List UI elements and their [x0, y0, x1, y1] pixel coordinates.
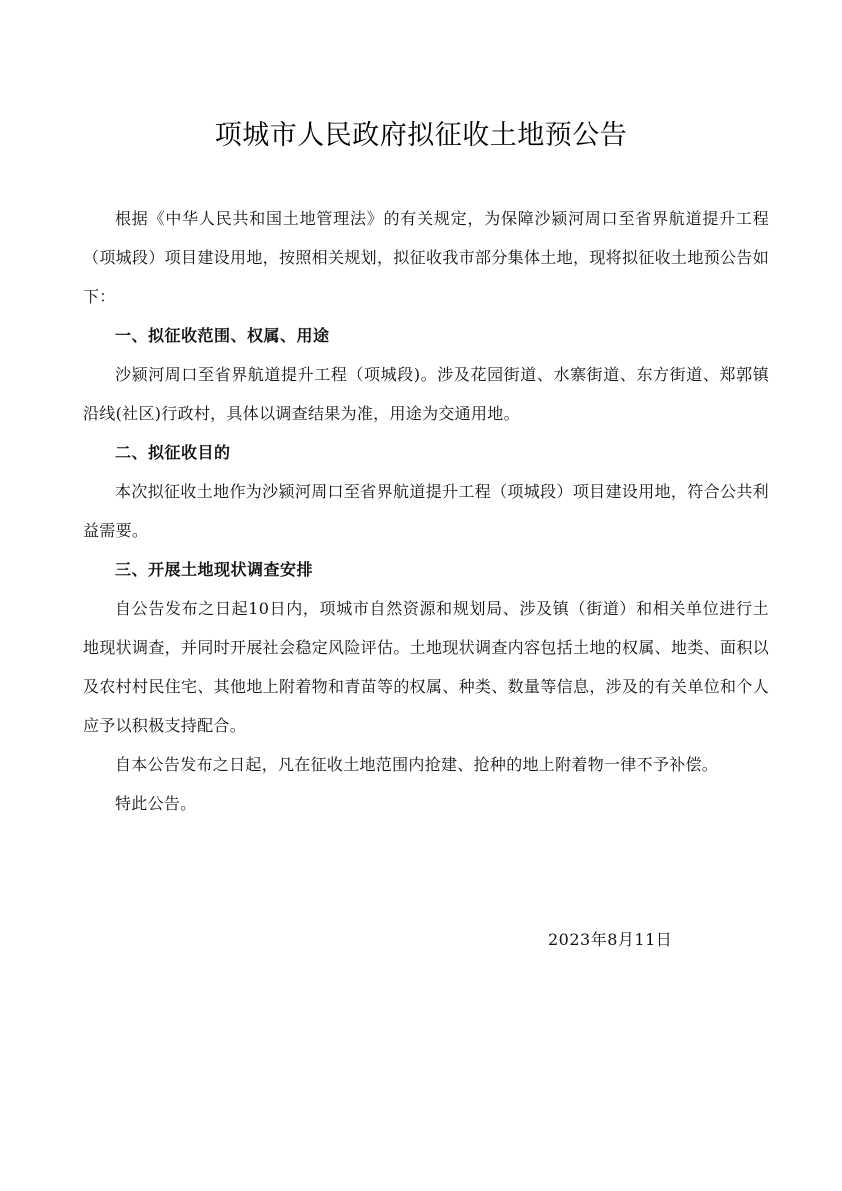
section-2-heading: 二、拟征收目的	[115, 443, 231, 462]
section-1-heading: 一、拟征收范围、权属、用途	[115, 326, 330, 345]
section-1-paragraph: 沙颍河周口至省界航道提升工程（项城段)。涉及花园街道、水寨街道、东方街道、郑郭镇沿线(社区)行政村，具体以调查结果为准，用途为交通用地。	[83, 365, 769, 423]
closing-statement: 特此公告。	[115, 794, 197, 813]
document-body	[83, 199, 769, 823]
section-3-paragraph: 自公告发布之日起10日内，项城市自然资源和规划局、涉及镇（街道）和相关单位进行土地现状调查，并同时开展社会稳定风险评估。土地现状调查内容包括土地的权属、地类、面积以及农村村民住宅、其他地上附着物和青苗等的权属、种类、数量等信息，涉及的有关单位和个人应予以积极支持配合。	[83, 599, 769, 735]
document-date: 2023年8月11日	[548, 930, 673, 949]
section-3-heading: 三、开展土地现状调查安排	[115, 560, 314, 579]
document-title: 项城市人民政府拟征收土地预公告	[214, 120, 628, 151]
intro-paragraph: 根据《中华人民共和国土地管理法》的有关规定，为保障沙颍河周口至省界航道提升工程（项城段）项目建设用地，按照相关规划，拟征收我市部分集体土地，现将拟征收土地预公告如下：	[83, 209, 769, 306]
section-2-paragraph: 本次拟征收土地作为沙颍河周口至省界航道提升工程（项城段）项目建设用地，符合公共利益需要。	[83, 482, 769, 540]
no-compensation-paragraph: 自本公告发布之日起，凡在征收土地范围内抢建、抢种的地上附着物一律不予补偿。	[115, 755, 719, 774]
